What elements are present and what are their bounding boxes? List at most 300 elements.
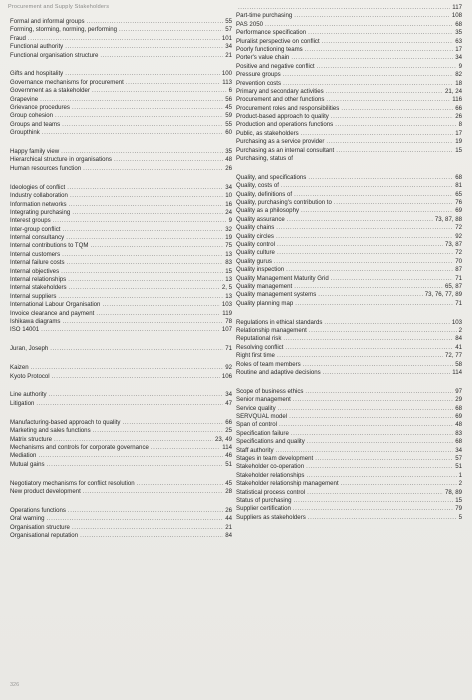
- index-page-numbers: 47: [225, 399, 232, 407]
- index-page-numbers: 82: [455, 71, 462, 79]
- index-term: Quality planning map: [236, 299, 294, 307]
- dot-leader: [334, 199, 453, 207]
- index-term: Forming, storming, norming, performing: [10, 26, 118, 34]
- index-term: Quality, costs of: [236, 182, 279, 190]
- index-term: Mechanisms and controls for corporate governance: [10, 443, 149, 451]
- index-term: Quality control: [236, 241, 275, 249]
- dot-leader: [90, 242, 223, 250]
- index-group: [10, 70, 232, 137]
- index-term: Purchasing as a service provider: [236, 138, 325, 146]
- dot-leader: [68, 507, 223, 515]
- index-entry: [236, 388, 462, 396]
- index-term: Kyoto Protocol: [10, 372, 50, 380]
- index-page-numbers: 44: [225, 515, 232, 523]
- index-entry: [10, 318, 232, 326]
- index-page-numbers: 13: [225, 276, 232, 284]
- dot-leader: [62, 251, 223, 259]
- dot-leader: [309, 327, 457, 335]
- index-group: [10, 419, 232, 469]
- dot-leader: [289, 413, 453, 421]
- index-page-numbers: 19: [455, 138, 462, 146]
- index-page-numbers: 79: [455, 505, 462, 513]
- index-entry: [236, 463, 462, 471]
- index-term: Quality assurance: [236, 215, 285, 223]
- index-page-numbers: 26: [455, 113, 462, 121]
- index-page-numbers: 45: [225, 104, 232, 112]
- dot-leader: [100, 52, 223, 60]
- dot-leader: [308, 29, 453, 37]
- index-page-numbers: 58: [455, 360, 462, 368]
- index-entry: [236, 155, 462, 163]
- index-page-numbers: 72: [455, 249, 462, 257]
- index-entry: [236, 300, 462, 308]
- dot-leader: [341, 480, 457, 488]
- index-term: Internal objectives: [10, 267, 60, 275]
- dot-leader: [335, 121, 456, 129]
- index-term: Stakeholder relationship management: [236, 480, 339, 488]
- index-entry: [236, 258, 462, 266]
- index-entry: [10, 43, 232, 51]
- index-entry: [10, 444, 232, 452]
- dot-leader: [265, 21, 453, 29]
- index-term: Juran, Joseph: [10, 345, 49, 353]
- index-entry: [236, 455, 462, 463]
- dot-leader: [324, 319, 449, 327]
- index-entry: [10, 461, 232, 469]
- index-term: Internal customers: [10, 250, 61, 258]
- index-term: Quality, definitions of: [236, 190, 293, 198]
- index-page-numbers: 32: [225, 225, 232, 233]
- index-term: Performance specification: [236, 29, 307, 37]
- index-term: Industry collaboration: [10, 192, 68, 200]
- index-entry: [10, 507, 232, 515]
- index-term: Line authority: [10, 391, 47, 399]
- dot-leader: [276, 233, 453, 241]
- index-entry: [10, 515, 232, 523]
- index-term: Scope of business ethics: [236, 387, 304, 395]
- dot-leader: [295, 300, 453, 308]
- index-group: [236, 388, 462, 522]
- index-page-numbers: 56: [225, 95, 232, 103]
- index-page-numbers: 15: [455, 496, 462, 504]
- dot-leader: [54, 436, 213, 444]
- index-entry: [10, 18, 232, 26]
- index-entry: [10, 26, 232, 34]
- dot-leader: [50, 345, 223, 353]
- index-entry: [10, 217, 232, 225]
- index-page-numbers: 92: [225, 364, 232, 372]
- index-entry: [236, 12, 462, 20]
- dot-leader: [72, 104, 223, 112]
- index-entry: [10, 427, 232, 435]
- index-entry: [10, 364, 232, 372]
- index-group: [10, 480, 232, 497]
- index-page-numbers: 103: [221, 301, 232, 309]
- index-term: Mediation: [10, 452, 37, 460]
- index-group: [10, 391, 232, 408]
- dot-leader: [67, 184, 223, 192]
- index-page-numbers: 34: [455, 54, 462, 62]
- index-page-numbers: 87: [455, 266, 462, 274]
- index-term: Stakeholder co-operation: [236, 463, 305, 471]
- index-page-numbers: 26: [225, 506, 232, 514]
- index-term: Governance mechanisms for procurement: [10, 78, 124, 86]
- index-term: Matrix structure: [10, 435, 52, 443]
- index-page-numbers: 75: [225, 242, 232, 250]
- dot-leader: [308, 174, 453, 182]
- dot-leader: [283, 71, 454, 79]
- dot-leader: [65, 70, 220, 78]
- index-entry: [10, 226, 232, 234]
- index-group: [10, 184, 232, 335]
- index-page-numbers: 1: [458, 471, 462, 479]
- index-entry: [236, 421, 462, 429]
- index-term: Groups and teams: [10, 120, 61, 128]
- index-term: Public, as stakeholders: [236, 129, 299, 137]
- index-entry: [10, 96, 232, 104]
- index-term: Stakeholder relationships: [236, 471, 305, 479]
- index-term: Specification failure: [236, 429, 289, 437]
- index-entry: [236, 275, 462, 283]
- dot-leader: [274, 258, 453, 266]
- index-page-numbers: 8: [458, 121, 462, 129]
- dot-leader: [317, 63, 457, 71]
- index-term: Span of control: [236, 421, 277, 429]
- index-entry: [10, 488, 232, 496]
- index-page-numbers: 21: [225, 51, 232, 59]
- index-entry: [10, 148, 232, 156]
- index-term: Poorly functioning teams: [236, 45, 303, 53]
- dot-leader: [276, 447, 454, 455]
- dot-leader: [238, 4, 450, 12]
- index-term: Quality, purchasing's contribution to: [236, 199, 332, 207]
- index-entry: [236, 4, 462, 12]
- index-page-numbers: 2: [458, 480, 462, 488]
- index-page-numbers: 68: [455, 404, 462, 412]
- dot-leader: [318, 291, 422, 299]
- dot-leader: [151, 444, 220, 452]
- index-term: Procurement and other functions: [236, 96, 325, 104]
- index-entry: [236, 54, 462, 62]
- index-term: Resolving conflict: [236, 343, 284, 351]
- dot-leader: [52, 373, 220, 381]
- index-page-numbers: 107: [221, 326, 232, 334]
- index-page-numbers: 16: [225, 200, 232, 208]
- index-term: Human resources function: [10, 164, 82, 172]
- index-term: New product development: [10, 487, 81, 495]
- index-page-numbers: 103: [451, 318, 462, 326]
- index-page-numbers: 114: [452, 369, 462, 377]
- index-term: Ishikawa diagrams: [10, 318, 61, 325]
- index-term: Senior management: [236, 396, 291, 404]
- index-entry: [10, 121, 232, 129]
- index-page-numbers: 34: [455, 446, 462, 454]
- index-term: Negotiatory mechanisms for conflict resolution: [10, 479, 135, 487]
- index-entry: [236, 396, 462, 404]
- index-entry: [236, 207, 462, 215]
- index-term: Quality management systems: [236, 291, 317, 299]
- index-term: Quality gurus: [236, 257, 272, 265]
- index-page-numbers: 73, 87: [445, 241, 462, 249]
- index-page-numbers: 41: [455, 343, 462, 351]
- index-page-numbers: 34: [225, 391, 232, 399]
- dot-leader: [294, 497, 454, 505]
- index-entry: [10, 251, 232, 259]
- index-page-numbers: 106: [221, 372, 232, 380]
- dot-leader: [293, 396, 453, 404]
- index-entry: [10, 532, 232, 540]
- index-group: [236, 4, 462, 163]
- dot-leader: [36, 400, 223, 408]
- index-page-numbers: 60: [225, 129, 232, 137]
- dot-leader: [68, 276, 223, 284]
- index-term: Fraud: [10, 34, 26, 42]
- dot-leader: [331, 113, 453, 121]
- index-entry: [10, 234, 232, 242]
- dot-leader: [277, 241, 443, 249]
- dot-leader: [307, 489, 443, 497]
- dot-leader: [69, 284, 220, 292]
- index-term: Quality Management Maturity Grid: [236, 274, 329, 282]
- index-term: Pressure groups: [236, 71, 281, 79]
- index-term: Grievance procedures: [10, 104, 70, 112]
- index-entry: [10, 310, 232, 318]
- dot-leader: [83, 488, 223, 496]
- index-term: Porter's value chain: [236, 54, 290, 62]
- index-term: Production and operations functions: [236, 121, 334, 129]
- index-page-numbers: 18: [455, 79, 462, 87]
- index-term: Marketing and sales functions: [10, 427, 91, 435]
- index-page-numbers: 59: [225, 112, 232, 120]
- dot-leader: [87, 18, 224, 26]
- index-entry: [236, 361, 462, 369]
- index-page-numbers: 71: [455, 274, 462, 282]
- dot-leader: [80, 532, 223, 540]
- index-entry: [10, 391, 232, 399]
- index-entry: [10, 79, 232, 87]
- index-page-numbers: 66: [225, 418, 232, 426]
- index-page-numbers: 2, 5: [221, 284, 232, 292]
- index-entry: [236, 29, 462, 37]
- dot-leader: [301, 130, 454, 138]
- index-entry: [10, 436, 232, 444]
- dot-leader: [41, 326, 220, 334]
- dot-leader: [40, 96, 223, 104]
- index-page-numbers: 35: [225, 148, 232, 156]
- dot-leader: [278, 405, 454, 413]
- index-term: Government as a stakeholder: [10, 87, 90, 95]
- index-page-numbers: 108: [451, 12, 462, 20]
- index-page-numbers: 100: [221, 70, 232, 78]
- index-entry: [10, 419, 232, 427]
- index-term: Happy family view: [10, 148, 60, 156]
- index-term: SERVQUAL model: [236, 413, 288, 421]
- index-term: PAS 2050: [236, 20, 263, 28]
- index-term: Purchasing, status of: [236, 155, 293, 163]
- index-entry: [10, 268, 232, 276]
- dot-leader: [38, 452, 223, 460]
- index-term: International Labour Organisation: [10, 301, 101, 309]
- index-page-numbers: 48: [225, 156, 232, 164]
- index-page-numbers: 51: [225, 460, 232, 468]
- dot-leader: [294, 12, 450, 20]
- dot-leader: [308, 514, 457, 522]
- index-entry: [236, 63, 462, 71]
- index-page-numbers: 25: [225, 427, 232, 435]
- index-page-numbers: 73, 87, 88: [434, 215, 462, 223]
- index-entry: [10, 52, 232, 60]
- index-entry: [236, 249, 462, 257]
- index-entry: [236, 96, 462, 104]
- index-entry: [236, 352, 462, 360]
- index-group: [236, 319, 462, 378]
- dot-leader: [28, 35, 220, 43]
- dot-leader: [286, 266, 453, 274]
- index-page-numbers: 23, 49: [215, 435, 232, 443]
- index-page-numbers: 101: [221, 34, 232, 42]
- dot-leader: [62, 121, 223, 129]
- dot-leader: [93, 427, 224, 435]
- index-page-numbers: 97: [455, 387, 462, 395]
- index-page-numbers: 48: [455, 421, 462, 429]
- index-page-numbers: 83: [225, 259, 232, 267]
- dot-leader: [72, 524, 223, 532]
- index-term: Mutual gains: [10, 460, 45, 468]
- index-entry: [236, 147, 462, 155]
- index-page-numbers: 78, 89: [445, 488, 462, 496]
- index-term: Litigation: [10, 399, 35, 407]
- index-page-numbers: 15: [455, 146, 462, 154]
- index-page-numbers: 17: [455, 129, 462, 137]
- index-entry: [10, 284, 232, 292]
- index-entry: [10, 242, 232, 250]
- index-term: Service quality: [236, 404, 276, 412]
- dot-leader: [66, 234, 223, 242]
- dot-leader: [92, 87, 227, 95]
- index-page-numbers: 71: [225, 345, 232, 353]
- index-entry: [236, 319, 462, 327]
- dot-leader: [119, 26, 223, 34]
- index-page-numbers: 68: [455, 20, 462, 28]
- index-page-numbers: 28: [225, 487, 232, 495]
- index-entry: [236, 138, 462, 146]
- index-page-numbers: 57: [225, 26, 232, 34]
- index-entry: [10, 165, 232, 173]
- index-term: Quality inspection: [236, 266, 285, 274]
- dot-leader: [301, 207, 453, 215]
- index-entry: [236, 430, 462, 438]
- index-entry: [236, 480, 462, 488]
- index-page-numbers: 26: [225, 164, 232, 172]
- dot-leader: [31, 364, 224, 372]
- index-entry: [236, 182, 462, 190]
- dot-leader: [326, 138, 453, 146]
- dot-leader: [283, 335, 453, 343]
- index-page-numbers: 13: [225, 292, 232, 300]
- index-page-numbers: 5: [458, 513, 462, 521]
- index-term: Internal suppliers: [10, 292, 57, 300]
- index-page-numbers: 9: [458, 62, 462, 70]
- index-term: Internal relationships: [10, 276, 67, 284]
- index-page-numbers: 9: [228, 217, 232, 225]
- index-term: ISO 14001: [10, 326, 40, 334]
- index-term: Information networks: [10, 200, 67, 208]
- index-term: Quality management: [236, 283, 293, 290]
- dot-leader: [279, 421, 453, 429]
- index-entry: [236, 447, 462, 455]
- index-term: Product-based approach to quality: [236, 113, 329, 121]
- index-group: [236, 174, 462, 308]
- index-term: Quality, and specifications: [236, 173, 307, 181]
- index-page-numbers: 17: [455, 45, 462, 53]
- index-entry: [236, 405, 462, 413]
- index-entry: [236, 291, 462, 299]
- dot-leader: [62, 226, 223, 234]
- index-term: Operations functions: [10, 506, 66, 514]
- index-term: Inter-group conflict: [10, 225, 61, 233]
- index-entry: [10, 345, 232, 353]
- dot-leader: [53, 217, 227, 225]
- index-entry: [236, 105, 462, 113]
- index-term: Status of purchasing: [236, 496, 292, 504]
- index-term: Hierarchical structure in organisations: [10, 156, 112, 164]
- index-entry: [236, 21, 462, 29]
- index-entry: [236, 46, 462, 54]
- index-term: Quality culture: [236, 249, 275, 257]
- index-entry: [10, 259, 232, 267]
- index-group: [10, 364, 232, 381]
- index-page-numbers: 71: [455, 299, 462, 307]
- index-page-numbers: 76: [455, 199, 462, 207]
- index-term: Ideologies of conflict: [10, 183, 66, 191]
- dot-leader: [61, 268, 223, 276]
- dot-leader: [322, 38, 454, 46]
- index-term: Groupthink: [10, 129, 40, 137]
- index-entry: [236, 438, 462, 446]
- index-page-numbers: 10: [225, 192, 232, 200]
- dot-leader: [122, 419, 223, 427]
- index-entry: [236, 413, 462, 421]
- index-entry: [236, 191, 462, 199]
- dot-leader: [47, 515, 224, 523]
- dot-leader: [72, 209, 223, 217]
- index-entry: [10, 301, 232, 309]
- dot-leader: [67, 259, 224, 267]
- index-entry: [10, 326, 232, 334]
- index-entry: [236, 335, 462, 343]
- index-page-numbers: 13: [225, 250, 232, 258]
- index-page-numbers: 84: [455, 335, 462, 343]
- index-entry: [236, 233, 462, 241]
- index-entry: [236, 266, 462, 274]
- index-term: Supplier certification: [236, 505, 291, 513]
- index-entry: [10, 293, 232, 301]
- index-page-numbers: 51: [455, 463, 462, 471]
- index-entry: [236, 497, 462, 505]
- index-page-numbers: 83: [455, 429, 462, 437]
- index-term: Regulations in ethical standards: [236, 318, 323, 326]
- index-term: Organisation structure: [10, 523, 70, 531]
- index-entry: [236, 199, 462, 207]
- index-page-numbers: 114: [222, 443, 232, 451]
- index-entry: [236, 88, 462, 96]
- dot-leader: [285, 344, 453, 352]
- index-entry: [236, 38, 462, 46]
- index-entry: [236, 514, 462, 522]
- index-page-numbers: 68: [455, 438, 462, 446]
- dot-leader: [336, 147, 453, 155]
- dot-leader: [293, 505, 453, 513]
